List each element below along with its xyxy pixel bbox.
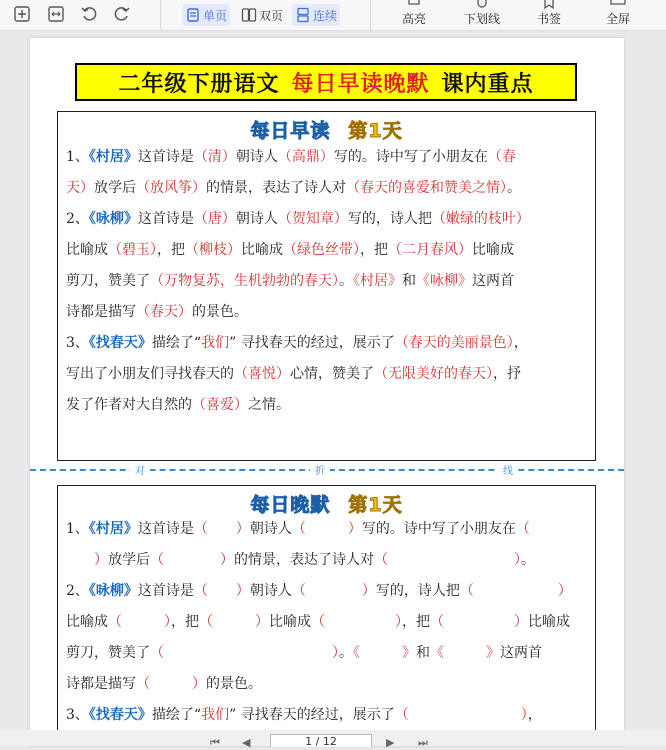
answer-text: 我们: [201, 335, 230, 351]
answer-text: （嫩绿的枝叶）: [431, 211, 530, 227]
body-text: 写的。诗中写了小朋友在: [333, 149, 488, 165]
fullscreen-button[interactable]: [588, 0, 648, 30]
body-text: 剪刀，赞美了: [66, 645, 150, 661]
text-line: [66, 235, 589, 266]
answer-text: （ ）: [193, 521, 250, 537]
morning-heading-text: 每日早读: [250, 120, 331, 142]
rotate-right-icon[interactable]: [112, 4, 132, 24]
body-text: 放学后: [94, 180, 136, 196]
fold-label-1: 对: [130, 462, 150, 477]
body-text: 放学后: [108, 552, 150, 568]
fit-width-icon[interactable]: [46, 4, 66, 24]
bookmark-button[interactable]: [519, 0, 579, 30]
text-line: [66, 700, 589, 731]
answer-text: （柳枝）: [185, 242, 241, 258]
body-text: 比喻成: [472, 242, 514, 258]
answer-text: （无限美好的春天）: [374, 366, 493, 382]
body-text: 这两首: [472, 273, 514, 289]
text-line: [66, 328, 589, 359]
double-page-icon: [241, 7, 257, 23]
view-single-page-button[interactable]: [182, 4, 230, 26]
view-continuous-label: 连续: [313, 8, 338, 23]
body-text: 1、: [66, 521, 89, 537]
answer-text: （高鼎）: [277, 149, 334, 165]
answer-text: （春天的喜爱和赞美之情）: [346, 180, 507, 196]
text-line: [66, 669, 589, 700]
poem-title: 《村居》: [88, 521, 138, 537]
morning-reading-text: [66, 142, 589, 421]
body-text: 2、: [66, 583, 89, 599]
poem-title: 《找春天》: [88, 335, 152, 351]
answer-text: （贺知章）: [277, 211, 348, 227]
evening-heading-text: 每日晚默: [250, 494, 331, 516]
body-text: 这首诗是: [137, 211, 194, 227]
body-text: ，把: [171, 614, 199, 630]
underline-button[interactable]: [452, 0, 512, 30]
body-text: 和: [402, 273, 416, 289]
body-text: 比喻成: [66, 242, 108, 258]
body-text: 写的，诗人把: [347, 211, 432, 227]
answer-text: 《村居》: [353, 273, 402, 289]
answer-text: （放风筝）: [136, 180, 206, 196]
evening-recall-text: [66, 514, 589, 731]
answer-text: （ ）: [193, 583, 250, 599]
continuous-icon: [295, 7, 311, 23]
answer-text: 我们: [201, 707, 230, 723]
single-page-icon: [185, 7, 201, 23]
text-line: [66, 204, 589, 235]
answer-text: （ ）: [150, 552, 234, 568]
text-line: [66, 390, 589, 421]
last-page-icon[interactable]: ⏭: [418, 736, 428, 749]
toolbar: [0, 0, 666, 31]
next-page-icon[interactable]: ▶: [386, 736, 395, 749]
body-text: 。: [339, 645, 353, 661]
body-text: 这首诗是: [137, 521, 194, 537]
answer-text: （ ）: [136, 676, 206, 692]
answer-text: （唐）: [193, 211, 236, 227]
text-line: [66, 266, 589, 297]
body-text: 。: [521, 552, 535, 568]
fold-label-3: 线: [498, 462, 518, 477]
underline-label: 下划线: [463, 12, 500, 26]
answer-text: （ ）: [108, 614, 171, 630]
bookmark-icon: [536, 0, 562, 10]
answer-text: （ ）: [430, 614, 528, 630]
body-text: 。: [507, 180, 521, 196]
body-text: 这首诗是: [137, 149, 194, 165]
morning-reading-box: [57, 111, 596, 461]
text-line: [66, 638, 589, 669]
poem-title: 《找春天》: [88, 707, 152, 723]
body-text: 朝诗人: [235, 211, 278, 227]
body-text: ，: [527, 707, 542, 723]
body-text: 写的，诗人把: [375, 583, 460, 599]
rotate-left-icon[interactable]: [79, 4, 99, 24]
highlight-icon: [401, 0, 427, 10]
body-text: 写的。诗中写了小朋友在: [361, 521, 516, 537]
prev-page-icon[interactable]: ◀: [242, 736, 251, 749]
answer-text: （ ）: [291, 521, 362, 537]
body-text: 。: [339, 273, 353, 289]
text-line: [66, 545, 589, 576]
view-continuous-button[interactable]: [292, 4, 340, 26]
first-page-icon[interactable]: ⏮: [210, 736, 220, 749]
highlight-label: 高亮: [401, 12, 426, 26]
answer-text: （喜爱）: [192, 397, 248, 413]
answer-text: （碧玉）: [108, 242, 157, 258]
title-daily: 每日早读晚默: [291, 70, 430, 97]
answer-text: （ ）: [459, 583, 572, 599]
body-text: 之情。: [248, 397, 290, 413]
answer-text: （清）: [193, 149, 236, 165]
evening-day-text: 第1天: [348, 494, 403, 516]
body-text: 这首诗是: [137, 583, 194, 599]
title-focus: 课内重点: [441, 70, 534, 97]
answer-text: （春: [487, 149, 516, 165]
body-text: 诗都是描写: [66, 676, 136, 692]
body-text: ” 寻找春天的经过，展示了: [229, 335, 395, 351]
text-line: [66, 576, 589, 607]
fit-page-icon[interactable]: [12, 4, 32, 24]
body-text: 的景色。: [206, 676, 262, 692]
text-line: [66, 173, 589, 204]
answer-text: （ ）: [394, 707, 528, 723]
highlight-button[interactable]: [384, 0, 444, 30]
body-text: 描绘了“: [151, 335, 202, 351]
answer-text: ）: [66, 552, 108, 568]
title-grade: 二年级下册语文: [118, 70, 280, 97]
answer-text: 《咏柳》: [416, 273, 472, 289]
body-text: 朝诗人: [235, 149, 278, 165]
body-text: 的景色。: [192, 304, 248, 320]
text-line: [66, 142, 589, 173]
answer-text: （ ）: [199, 614, 269, 630]
answer-text: 《 》: [430, 645, 500, 661]
fullscreen-label: 全屏: [605, 12, 630, 26]
view-double-page-label: 双页: [259, 8, 284, 23]
body-text: 2、: [66, 211, 89, 227]
body-text: 比喻成: [269, 614, 311, 630]
poem-title: 《咏柳》: [88, 211, 138, 227]
toolbar-divider: [160, 0, 161, 30]
underline-icon: [469, 0, 495, 10]
body-text: ，把: [402, 614, 430, 630]
view-single-page-label: 单页: [203, 8, 228, 23]
answer-text: （万物复苏，生机勃勃的春天）: [150, 273, 339, 289]
body-text: 诗都是描写: [66, 304, 136, 320]
body-text: 比喻成: [241, 242, 283, 258]
body-text: 朝诗人: [249, 583, 292, 599]
answer-text: （绿色丝带）: [283, 242, 360, 258]
answer-text: （ ）: [311, 614, 402, 630]
fold-label-2: 折: [310, 462, 330, 477]
body-text: 1、: [66, 149, 89, 165]
body-text: 发了作者对大自然的: [66, 397, 192, 413]
view-double-page-button[interactable]: [238, 4, 286, 26]
body-text: ，把: [360, 242, 388, 258]
answer-text: （春天的美丽景色）: [394, 335, 514, 351]
page-number-input[interactable]: 1 / 12: [270, 734, 372, 747]
answer-text: （二月春风）: [388, 242, 472, 258]
answer-text: 《 》: [353, 645, 416, 661]
text-line: [66, 514, 589, 545]
body-text: 心情，赞美了: [290, 366, 374, 382]
answer-text: （喜悦）: [234, 366, 290, 382]
answer-text: （ ）: [150, 645, 339, 661]
document-page: [30, 38, 624, 746]
body-text: 3、: [66, 335, 89, 351]
evening-recall-heading: [58, 490, 595, 517]
bookmark-label: 书签: [536, 12, 561, 26]
text-line: [66, 607, 589, 638]
answer-text: 天）: [66, 180, 94, 196]
poem-title: 《村居》: [88, 149, 138, 165]
body-text: ，抒: [493, 366, 521, 382]
body-text: 剪刀，赞美了: [66, 273, 150, 289]
body-text: ” 寻找春天的经过，展示了: [229, 707, 395, 723]
body-text: 比喻成: [66, 614, 108, 630]
body-text: ，: [513, 335, 528, 351]
text-line: [66, 297, 589, 328]
body-text: ，把: [157, 242, 185, 258]
body-text: 描绘了“: [151, 707, 202, 723]
body-text: 的情景，表达了诗人对: [206, 180, 346, 196]
answer-text: （ ）: [291, 583, 376, 599]
toolbar-divider: [370, 0, 371, 30]
body-text: 这两首: [500, 645, 542, 661]
body-text: 朝诗人: [249, 521, 292, 537]
answer-text: （: [515, 521, 530, 537]
body-text: 的情景，表达了诗人对: [234, 552, 374, 568]
text-line: [66, 359, 589, 390]
page-title: [75, 63, 577, 101]
answer-text: （ ）: [374, 552, 521, 568]
body-text: 和: [416, 645, 430, 661]
body-text: 写出了小朋友们寻找春天的: [66, 366, 234, 382]
body-text: 3、: [66, 707, 89, 723]
body-text: 比喻成: [528, 614, 570, 630]
morning-reading-heading: [58, 116, 595, 143]
fullscreen-icon: [605, 0, 631, 10]
answer-text: （春天）: [136, 304, 192, 320]
morning-day-text: 第1天: [348, 120, 403, 142]
evening-recall-box: [57, 485, 596, 746]
poem-title: 《咏柳》: [88, 583, 138, 599]
